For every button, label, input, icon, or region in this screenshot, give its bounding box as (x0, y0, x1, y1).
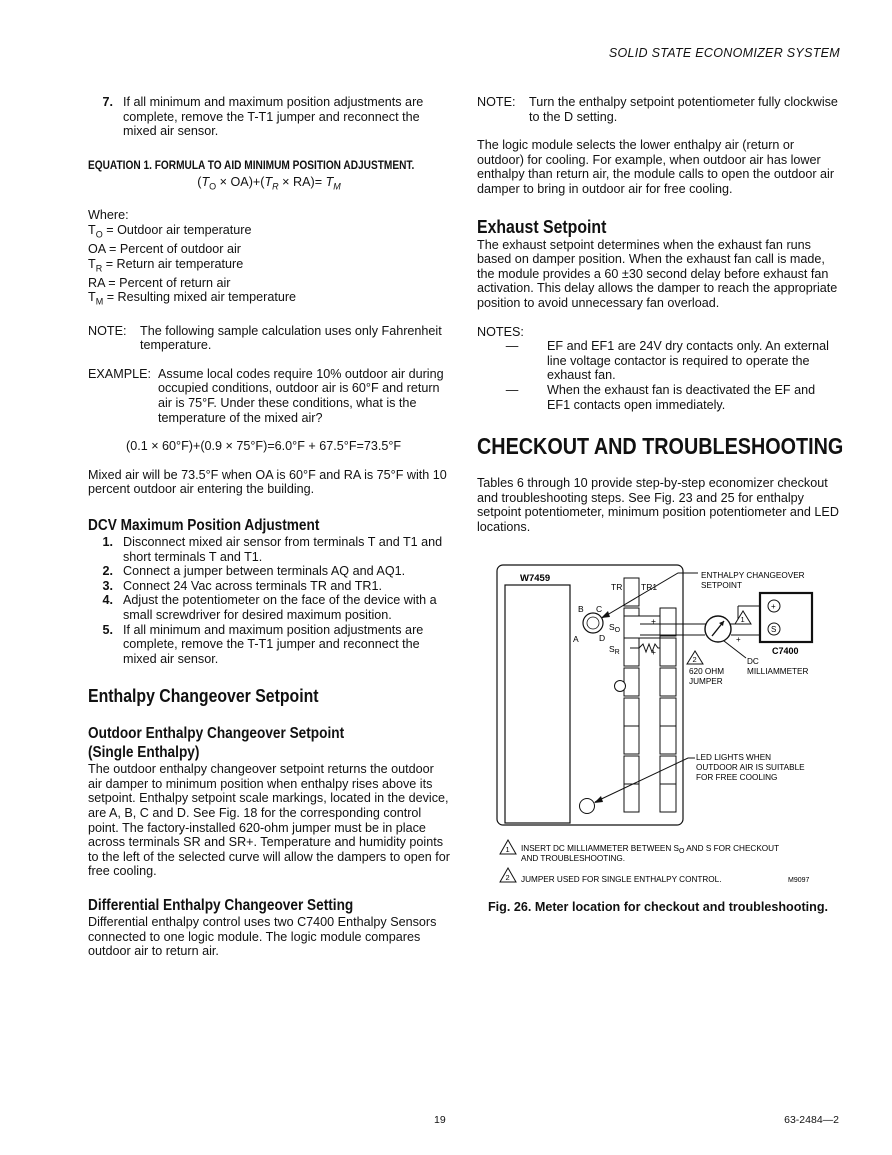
svg-text:+: + (651, 616, 656, 626)
mixed-air-result: Mixed air will be 73.5°F when OA is 60°F and RA is 75°F with 10 percent outdoor air entering the building. (88, 467, 447, 497)
checkout-heading: CHECKOUT AND TROUBLESHOOTING (477, 433, 844, 460)
example-calculation: (0.1 × 60°F)+(0.9 × 75°F)=6.0°F + 67.5°F=73.5°F (126, 439, 402, 454)
differential-enthalpy-heading: Differential Enthalpy Changeover Setting (88, 897, 354, 915)
svg-text:+: + (736, 635, 741, 644)
where-label: Where: (88, 208, 129, 223)
svg-text:MILLIAMMETER: MILLIAMMETER (747, 667, 809, 676)
dcv-steps (88, 535, 450, 666)
svg-text:JUMPER USED FOR SINGLE ENTHALP: JUMPER USED FOR SINGLE ENTHALPY CONTROL. (521, 875, 722, 884)
list-item: 4. Adjust the potentiometer on the face of the device with a small screwdriver for desired maximum position. (102, 593, 437, 622)
step-number: 7. (102, 95, 113, 109)
svg-text:M9097: M9097 (788, 877, 810, 884)
single-enthalpy-heading: (Single Enthalpy) (88, 744, 200, 762)
list-item: — When the exhaust fan is deactivated the EF and EF1 contacts open immediately. (505, 382, 816, 412)
enthalpy-heading: Enthalpy Changeover Setpoint (88, 686, 319, 707)
svg-text:S: S (771, 625, 777, 634)
list-item: 3. Connect 24 Vac across terminals TR and TR1. (102, 578, 382, 593)
svg-text:OUTDOOR AIR IS SUITABLE: OUTDOOR AIR IS SUITABLE (696, 763, 805, 772)
svg-text:A: A (573, 634, 579, 644)
exhaust-heading: Exhaust Setpoint (477, 216, 607, 237)
svg-text:620 OHM: 620 OHM (689, 667, 725, 676)
enthalpy-setpoint-potentiometer (583, 613, 603, 633)
svg-text:1: 1 (505, 845, 510, 854)
outdoor-enthalpy-heading: Outdoor Enthalpy Changeover Setpoint (88, 725, 345, 743)
right-column (477, 95, 844, 534)
device-inner-panel (505, 585, 570, 823)
svg-text:+: + (771, 602, 776, 611)
svg-text:2: 2 (505, 873, 510, 882)
svg-text:JUMPER: JUMPER (689, 677, 723, 686)
svg-text:LED LIGHTS WHEN: LED LIGHTS WHEN (696, 753, 772, 762)
svg-text:+: + (651, 647, 656, 657)
outdoor-enthalpy-text: The outdoor enthalpy changeover setpoint returns the outdoor air damper to minimum position when enthalpy rises above its setpoint. Enthalpy setpoint scale markings, located in the device, are A, B, C and D. See Fig. 18 for the corresponding control point. The factory-installed 620-ohm jumper must be in place across terminals SR and SR+. Temperature and humidity points to the left of the selected curve will allow the dampers to open for free cooling. (88, 762, 450, 879)
definition-ra: RA = Percent of return air (88, 275, 231, 290)
svg-text:ENTHALPY CHANGEOVER: ENTHALPY CHANGEOVER (701, 571, 805, 580)
led-indicator (580, 799, 595, 814)
dcv-heading: DCV Maximum Position Adjustment (88, 516, 320, 534)
svg-text:SETPOINT: SETPOINT (701, 581, 742, 590)
running-header: SOLID STATE ECONOMIZER SYSTEM (608, 46, 840, 60)
list-item: 1. Disconnect mixed air sensor from terminals T and T1 and short terminals T and T1. (102, 534, 443, 564)
svg-text:C7400: C7400 (772, 646, 799, 656)
step-text: If all minimum and maximum position adjustments are complete, remove the T-T1 jumper and reconnect the mixed air sensor. (123, 95, 424, 139)
definitions-list (88, 223, 450, 310)
list-item: 5. If all minimum and maximum position adjustments are complete, remove the T-T1 jumper and reconnect the mixed air sensor. (102, 622, 424, 666)
page-number: 19 (434, 1114, 446, 1126)
meter-location-figure (490, 560, 835, 890)
step-7 (88, 95, 450, 139)
svg-text:TR1: TR1 (641, 582, 658, 592)
device-label: W7459 (520, 573, 551, 584)
svg-text:B: B (578, 604, 584, 614)
definition-tm: $T_M$ = Resulting mixed air temperature (88, 290, 297, 307)
svg-text:SR: $S_R$ (609, 644, 620, 656)
document-number: 63-2484—2 (784, 1114, 839, 1126)
logic-module-text: The logic module selects the lower enthalpy air (return or outdoor) for cooling. For example, when outdoor air has lower enthalpy than return air, the module calls to open the outdoor air damper to bring in outdoor air for free cooling. (477, 138, 835, 196)
svg-text:C: C (596, 604, 603, 614)
led-indicator (615, 681, 626, 692)
svg-text:DC: DC (747, 657, 759, 666)
svg-text:SO: $S_O$ (609, 622, 621, 634)
definition-to: $T_O$ = Outdoor air temperature (88, 223, 252, 240)
svg-text:1: 1 (740, 615, 745, 624)
svg-text:2: 2 (692, 655, 697, 664)
list-item: 2. Connect a jumper between terminals AQ and AQ1. (102, 564, 406, 579)
svg-text:FOR FREE COOLING: FOR FREE COOLING (696, 773, 778, 782)
svg-text:INSERT DC MILLIAMMETER BETWEEN: INSERT DC MILLIAMMETER BETWEEN SO AND S FOR CHECKOUT (521, 844, 780, 855)
equation-formula: $(T_O \times OA)+(T_R \times RA)= T_M$ (197, 175, 341, 192)
device-outline (497, 565, 683, 825)
svg-text:D: D (599, 633, 606, 643)
c7400-sensor (760, 593, 812, 642)
equation-title: EQUATION 1. FORMULA TO AID MINIMUM POSITION ADJUSTMENT. (88, 159, 415, 172)
svg-text:TR: TR (611, 582, 623, 592)
definition-tr: $T_R$ = Return air temperature (88, 256, 244, 274)
list-item: — EF and EF1 are 24V dry contacts only. An external line voltage contactor is required to operate the exhaust fan. (505, 339, 829, 383)
example-block: EXAMPLE: Assume local codes require 10% outdoor air during occupied conditions, outdoor air is 60°F and return air is 75°F. Under these conditions, what is the temperature of the mixed air? (88, 366, 444, 425)
definition-oa: OA = Percent of outdoor air (88, 242, 241, 257)
jumper-resistor (639, 644, 660, 652)
differential-enthalpy-text: Differential enthalpy control uses two C7400 Enthalpy Sensors connected to one logic module. The logic module compares outdoor air to return air. (88, 915, 437, 959)
note-fahrenheit: NOTE: The following sample calculation uses only Fahrenheit temperature. (88, 323, 442, 353)
left-column (88, 95, 450, 959)
svg-text:AND TROUBLESHOOTING.: AND TROUBLESHOOTING. (521, 854, 626, 863)
note-clockwise: NOTE: Turn the enthalpy setpoint potentiometer fully clockwise to the D setting. (477, 95, 838, 124)
figure-caption: Fig. 26. Meter location for checkout and troubleshooting. (487, 900, 829, 914)
checkout-text: Tables 6 through 10 provide step-by-step economizer checkout and troubleshooting steps. See Fig. 23 and 25 for enthalpy setpoint potentiometer, minimum position potentiometer and LED locations. (477, 476, 839, 534)
exhaust-text: The exhaust setpoint determines when the exhaust fan runs based on damper position. When the exhaust fan call is made, the module provides a 60 ±30 second delay before exhaust fan activation. This delay allows the damper to reach the appropriate position to avoid unnecessary fan overload. (477, 237, 838, 310)
notes-label: NOTES: (477, 324, 524, 339)
